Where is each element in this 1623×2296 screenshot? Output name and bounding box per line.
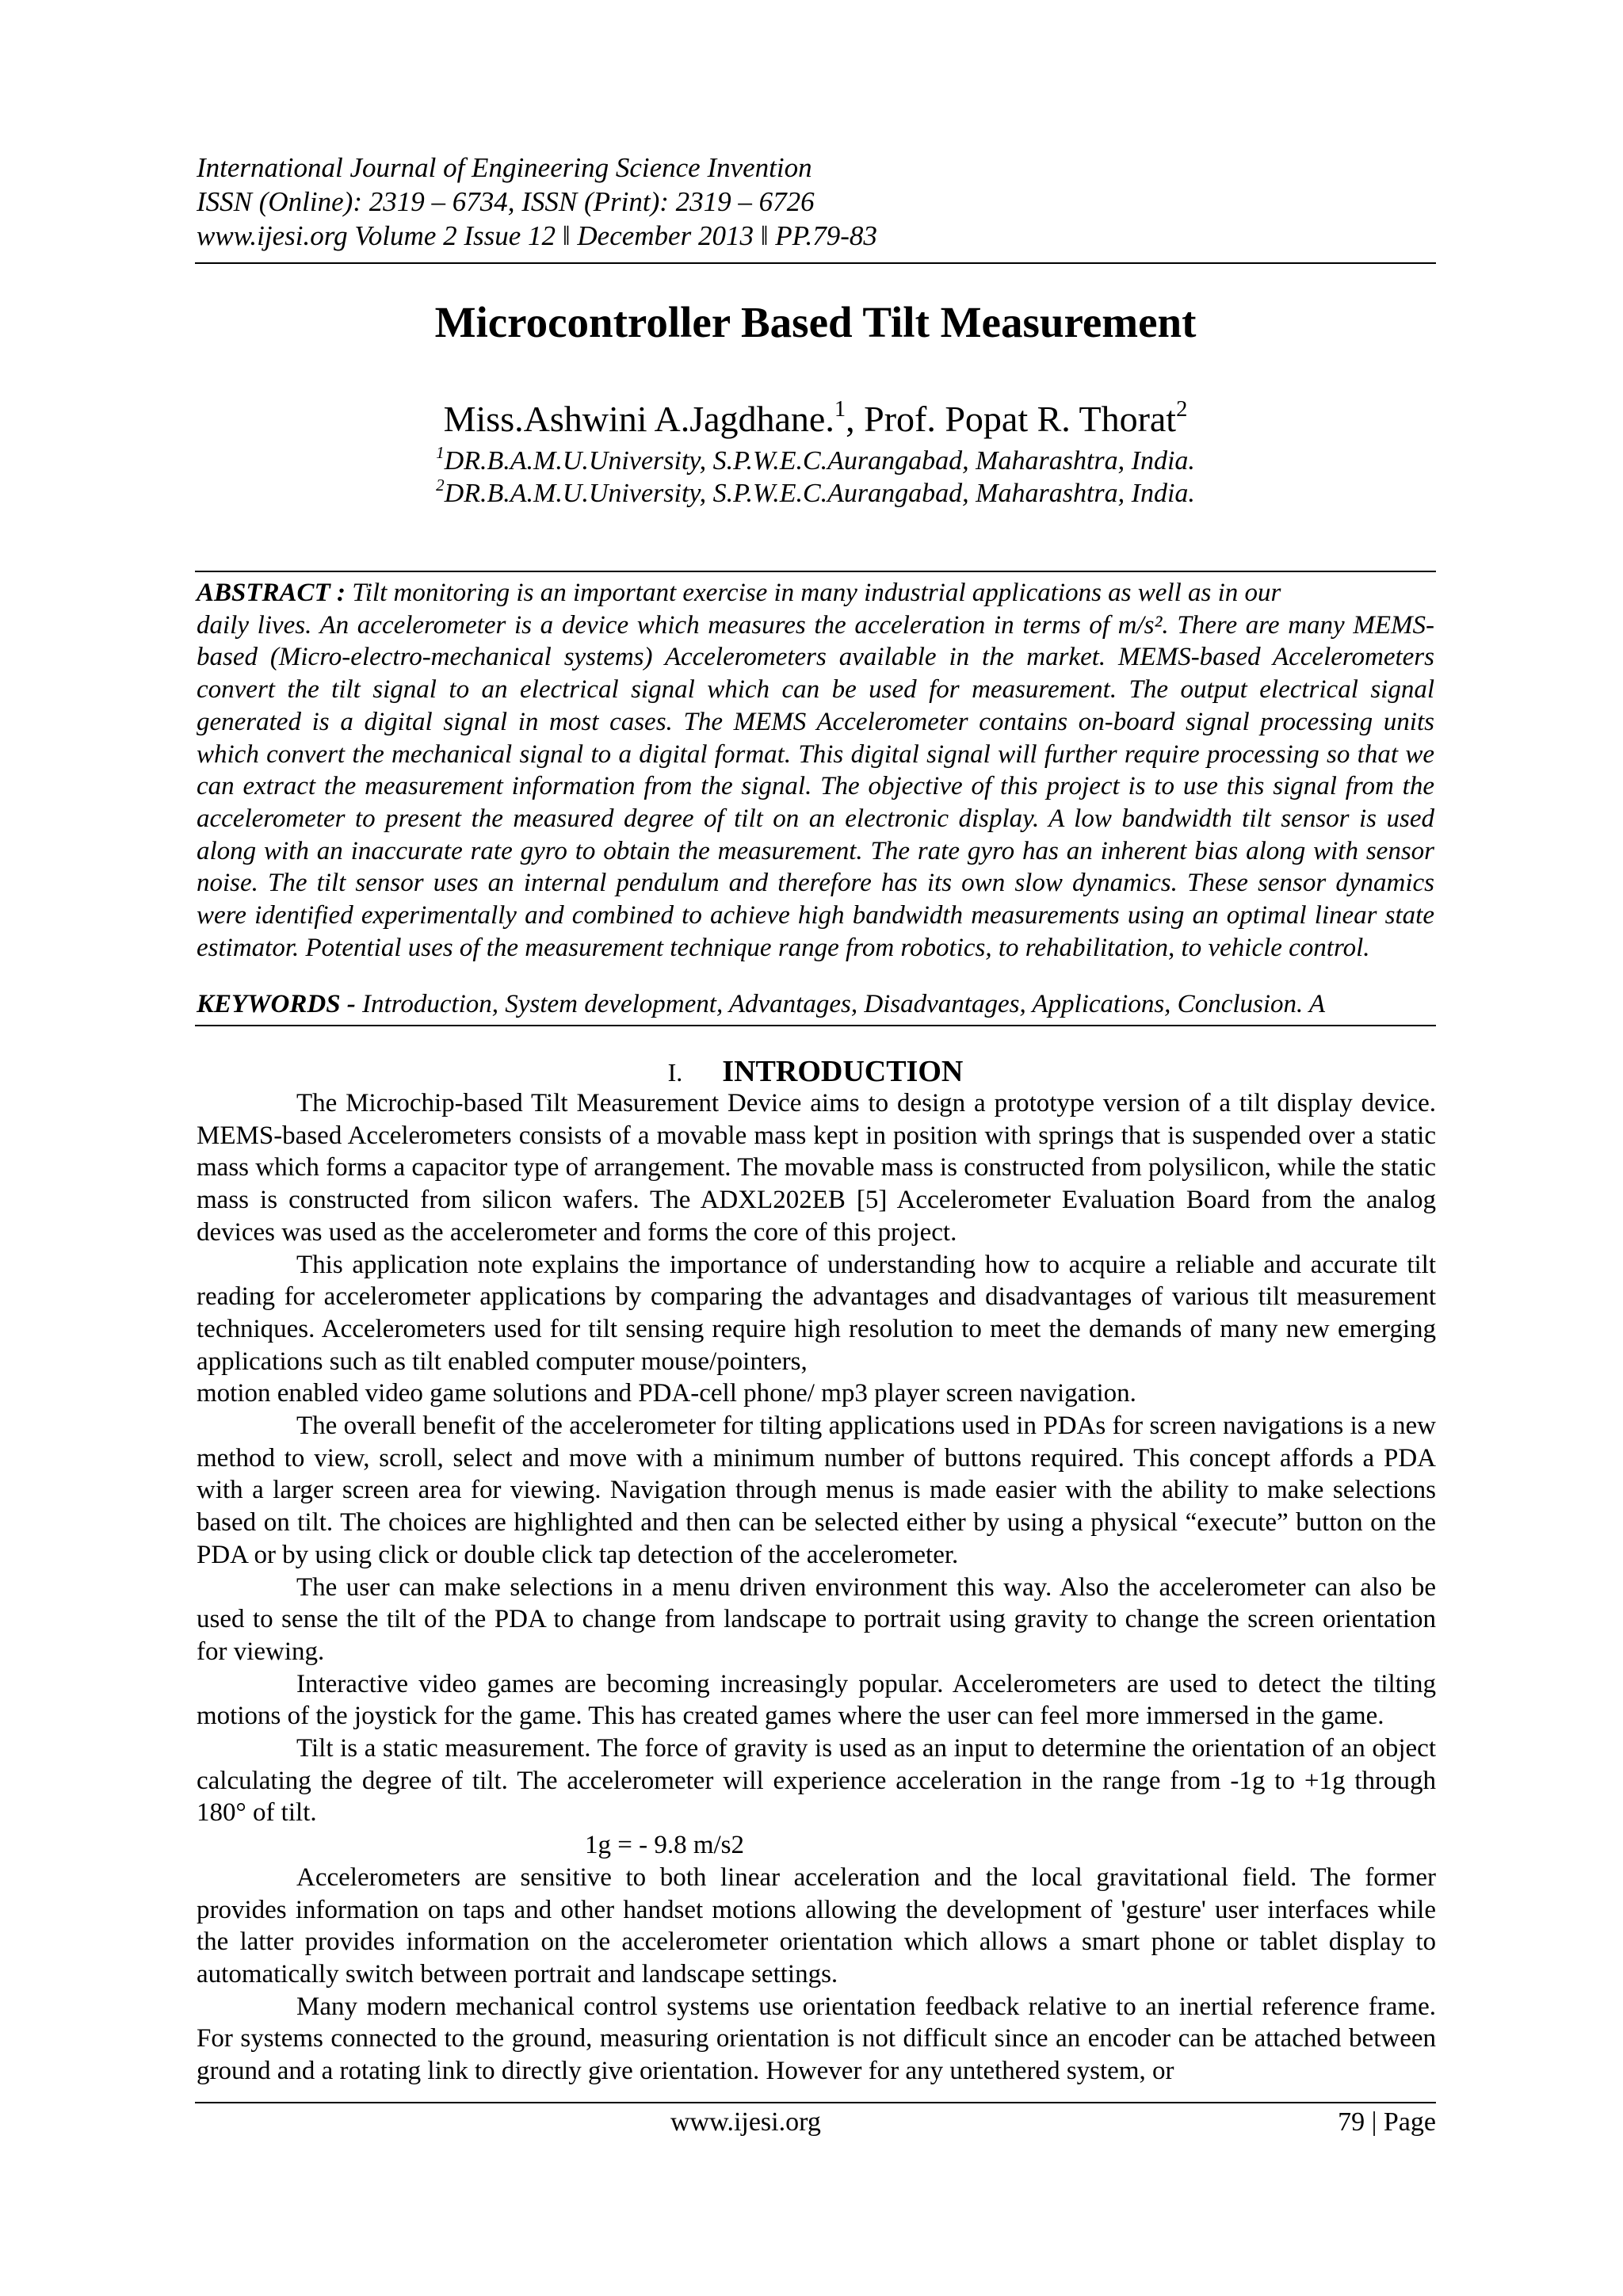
paragraph: Interactive video games are becoming increasingly popular. Accelerometers are used to detect the tilting motions of the joystick for the game. This has created games where the user can feel more immersed in the game. <box>197 1669 1436 1731</box>
paragraph: Many modern mechanical control systems use orientation feedback relative to an inertial reference frame. For systems connected to the ground, measuring orientation is not difficult since an encoder can be attached between ground and a rotating link to directly give orientation. However for any untethered system, or <box>197 1992 1436 2086</box>
keywords-text: Introduction, System development, Advantages, Disadvantages, Applications, Conclusion. A <box>362 990 1326 1018</box>
paragraph: The Microchip-based Tilt Measurement Device aims to design a prototype version of a tilt display device. MEMS-based Accelerometers consists of a movable mass kept in position with springs that is suspended over a static mass which forms a capacitor type of arrangement. The movable mass is constructed from polysilicon, while the static mass is constructed from silicon wafers. The ADXL202EB [5] Accelerometer Evaluation Board from the analog devices was used as the accelerometer and forms the core of this project. <box>197 1089 1436 1247</box>
affiliation-1 <box>195 445 1436 479</box>
affiliation-2-text: DR.B.A.M.U.University, S.P.W.E.C.Aurangabad, Maharashtra, India. <box>444 479 1195 508</box>
affiliation-1-text: DR.B.A.M.U.University, S.P.W.E.C.Aurangabad, Maharashtra, India. <box>444 446 1195 476</box>
abstract-top-rule <box>195 571 1436 572</box>
abstract-bottom-rule <box>195 1025 1436 1026</box>
footer-url: www.ijesi.org <box>670 2107 821 2137</box>
paragraph: Tilt is a static measurement. The force of gravity is used as an input to determine the orientation of an object calculating the degree of tilt. The accelerometer will experience acceleration in the range from -1g to +1g through 180° of tilt. <box>197 1734 1436 1828</box>
header-rule <box>195 262 1436 264</box>
author-2-mark: 2 <box>1176 397 1188 422</box>
affiliation-2-mark: 2 <box>436 476 445 495</box>
paragraph: The user can make selections in a menu driven environment this way. Also the accelerometer can also be used to sense the tilt of the PDA to change from landscape to portrait using gravity to change the screen orientation for viewing. <box>197 1572 1436 1666</box>
keywords-label: KEYWORDS - <box>197 990 356 1018</box>
section-number: I. <box>667 1058 683 1087</box>
author-separator: , <box>846 399 865 439</box>
paragraph: This application note explains the importance of understanding how to acquire a reliable and accurate tilt reading for accelerometer applications by comparing the advantages and disadvantages of various tilt measurement techniques. Accelerometers used for tilt sensing require high resolution to meet the demands of many new emerging applications such as tilt enabled computer mouse/pointers, <box>197 1250 1436 1376</box>
section-body <box>197 1087 1436 2088</box>
page-number: 79 | Page <box>1338 2107 1436 2137</box>
equation: 1g = - 9.8 m/s2 <box>585 1831 745 1860</box>
section-heading <box>195 1053 1436 1091</box>
affiliation-1-mark: 1 <box>436 443 445 463</box>
abstract <box>197 577 1434 964</box>
abstract-label: ABSTRACT : <box>197 579 346 607</box>
keywords <box>197 988 1434 1020</box>
section-title: INTRODUCTION <box>722 1055 964 1088</box>
author-1: Miss.Ashwini A.Jagdhane. <box>443 399 834 439</box>
abstract-lead: Tilt monitoring is an important exercise in many industrial applications as well as in our <box>352 579 1281 607</box>
affiliation-2 <box>195 478 1436 512</box>
paragraph: Accelerometers are sensitive to both linear acceleration and the local gravitational field. The former provides information on taps and other handset motions allowing the development of 'gesture' user interfaces while the latter provides information on the accelerometer orientation which allows a smart phone or tablet display to automatically switch between portrait and landscape settings. <box>197 1862 1436 1988</box>
paragraph: The overall benefit of the accelerometer for tilting applications used in PDAs for screen navigations is a new method to view, scroll, select and move with a minimum number of buttons required. This concept affords a PDA with a larger screen area for viewing. Navigation through menus is made easier with the ability to make selections based on tilt. The choices are highlighted and then can be selected either by using a physical “execute” button on the PDA or by using click or double click tap detection of the accelerometer. <box>197 1412 1436 1569</box>
footer-rule <box>195 2102 1436 2103</box>
paragraph: motion enabled video game solutions and PDA-cell phone/ mp3 player screen navigation. <box>197 1379 1136 1408</box>
author-line <box>195 396 1436 448</box>
journal-volume: www.ijesi.org Volume 2 Issue 12 ǁ December 2013 ǁ PP.79-83 <box>197 220 877 251</box>
journal-issn: ISSN (Online): 2319 – 6734, ISSN (Print): 2319 – 6726 <box>197 186 815 217</box>
author-1-mark: 1 <box>834 397 846 422</box>
journal-name: International Journal of Engineering Science Invention <box>197 152 812 183</box>
author-2: Prof. Popat R. Thorat <box>864 399 1177 439</box>
abstract-first-line <box>197 577 1434 609</box>
paper-title: Microcontroller Based Tilt Measurement <box>434 298 1197 346</box>
abstract-body: daily lives. An accelerometer is a device which measures the acceleration in terms of m/s². There are many MEMS-based (Micro-electro-mechanical systems) Accelerometers available in the market. MEMS-based Accelerometers convert the tilt signal to an electrical signal which can be used for measurement. The output electrical signal generated is a digital signal in most cases. The MEMS Accelerometer contains on-board signal processing units which convert the mechanical signal to a digital format. This digital signal will further require processing so that we can extract the measurement information from the signal. The objective of this project is to use this signal from the accelerometer to present the measured degree of tilt on an electronic display. A low bandwidth tilt sensor is used along with an inaccurate rate gyro to obtain the measurement. The rate gyro has an inherent bias along with sensor noise. The tilt sensor uses an internal pendulum and therefore has its own slow dynamics. These sensor dynamics were identified experimentally and combined to achieve high bandwidth measurements using an optimal linear state estimator. Potential uses of the measurement technique range from robotics, to rehabilitation, to vehicle control. <box>197 610 1434 962</box>
